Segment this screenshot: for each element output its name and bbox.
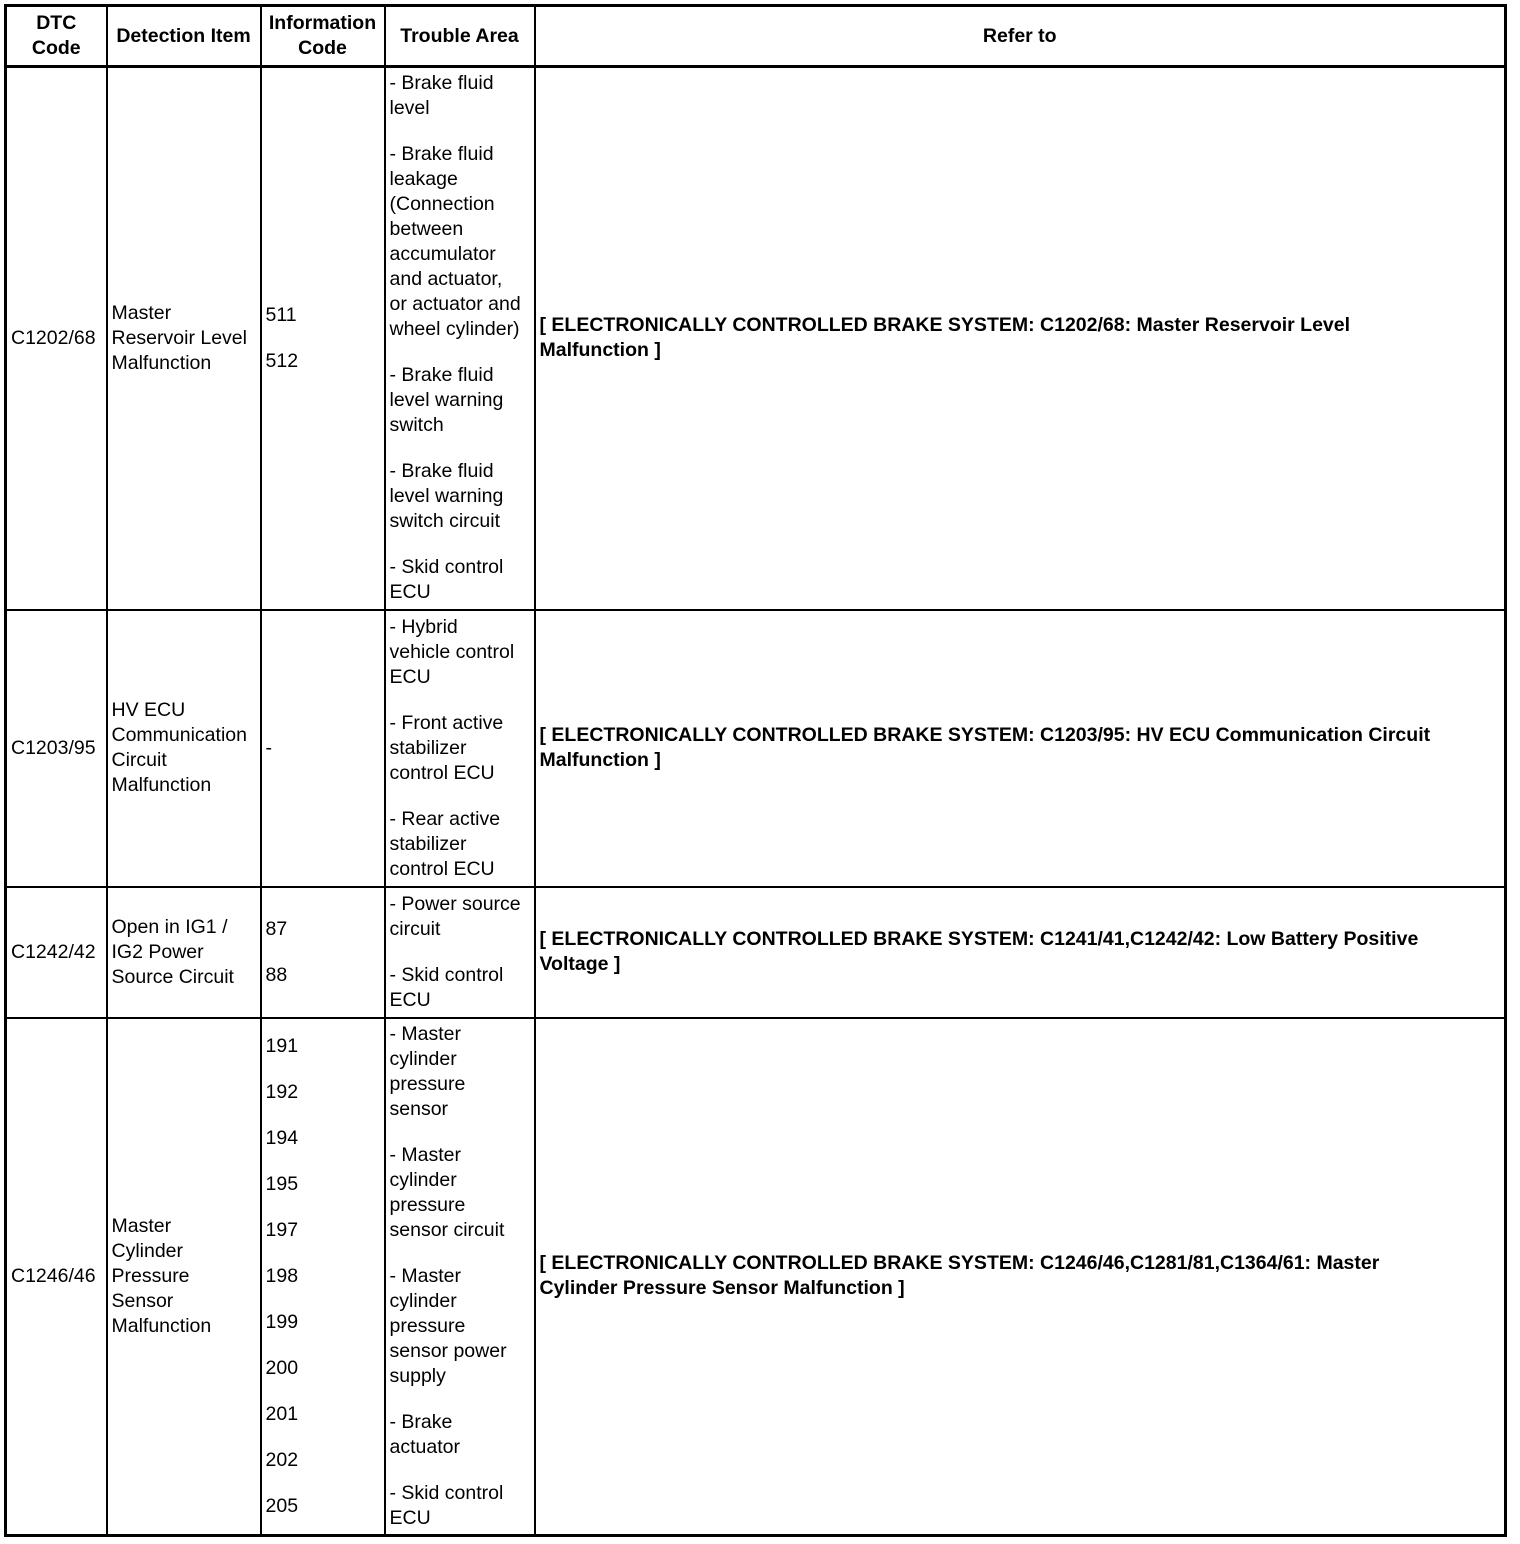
table-row xyxy=(6,67,1506,610)
header-information-code: Information Code xyxy=(261,6,385,67)
information-code: 202 xyxy=(265,1448,299,1471)
information-code-cell xyxy=(261,610,385,887)
trouble-area-cell xyxy=(385,1018,535,1536)
information-code: 191 xyxy=(265,1034,299,1057)
information-code: 192 xyxy=(265,1080,299,1103)
header-detection-item: Detection Item xyxy=(107,6,261,67)
header-trouble-area: Trouble Area xyxy=(385,6,535,67)
trouble-area-item: - Master cylinder pressure sensor xyxy=(389,1022,466,1120)
detection-item-cell: Master Cylinder Pressure Sensor Malfunction xyxy=(107,1018,261,1536)
information-code: 87 xyxy=(265,917,288,940)
information-code: 512 xyxy=(265,349,299,372)
trouble-area-item: - Brake fluid level warning switch xyxy=(389,364,504,437)
table-row xyxy=(6,887,1506,1018)
information-code-cell xyxy=(261,67,385,610)
trouble-area-item: - Brake fluid level xyxy=(389,72,494,120)
trouble-area-item: - Skid control ECU xyxy=(389,1481,504,1529)
trouble-area-item: - Power source circuit xyxy=(389,892,521,940)
table-row xyxy=(6,1018,1506,1536)
trouble-area-item: - Front active stabilizer control ECU xyxy=(389,711,504,784)
refer-to-link[interactable]: [ ELECTRONICALLY CONTROLLED BRAKE SYSTEM: C1202/68: Master Reservoir Level Malfunction ] xyxy=(535,67,1506,610)
information-code: - xyxy=(265,736,272,759)
dtc-code-cell: C1202/68 xyxy=(6,67,107,610)
trouble-area-cell xyxy=(385,67,535,610)
information-code-cell xyxy=(261,1018,385,1536)
information-code: 205 xyxy=(265,1494,299,1517)
refer-to-link[interactable]: [ ELECTRONICALLY CONTROLLED BRAKE SYSTEM: C1241/41,C1242/42: Low Battery Positive Voltage ] xyxy=(535,887,1506,1018)
detection-item-cell: Open in IG1 / IG2 Power Source Circuit xyxy=(107,887,261,1018)
trouble-area-item: - Skid control ECU xyxy=(389,963,504,1011)
information-code: 195 xyxy=(265,1172,299,1195)
refer-to-link[interactable]: [ ELECTRONICALLY CONTROLLED BRAKE SYSTEM: C1246/46,C1281/81,C1364/61: Master Cylinder Pressure Sensor Malfunction ] xyxy=(535,1018,1506,1536)
detection-item-cell: Master Reservoir Level Malfunction xyxy=(107,67,261,610)
information-code: 197 xyxy=(265,1218,299,1241)
information-code: 199 xyxy=(265,1310,299,1333)
dtc-table xyxy=(4,4,1507,1537)
information-code: 201 xyxy=(265,1402,299,1425)
trouble-area-item: - Rear active stabilizer control ECU xyxy=(389,807,501,880)
trouble-area-item: - Skid control ECU xyxy=(389,556,504,604)
information-code: 511 xyxy=(265,303,297,326)
trouble-area-item: - Hybrid vehicle control ECU xyxy=(389,615,515,688)
header-refer-to: Refer to xyxy=(535,6,1506,67)
information-code-cell xyxy=(261,887,385,1018)
dtc-code-cell: C1246/46 xyxy=(6,1018,107,1536)
detection-item-cell: HV ECU Communication Circuit Malfunction xyxy=(107,610,261,887)
dtc-code-cell: C1203/95 xyxy=(6,610,107,887)
information-code: 200 xyxy=(265,1356,299,1379)
dtc-code-cell: C1242/42 xyxy=(6,887,107,1018)
refer-to-link[interactable]: [ ELECTRONICALLY CONTROLLED BRAKE SYSTEM: C1203/95: HV ECU Communication Circuit Malfunction ] xyxy=(535,610,1506,887)
trouble-area-cell xyxy=(385,610,535,887)
trouble-area-item: - Brake actuator xyxy=(389,1410,460,1458)
header-dtc-code: DTC Code xyxy=(6,6,107,67)
trouble-area-cell xyxy=(385,887,535,1018)
trouble-area-item: - Brake fluid level warning switch circuit xyxy=(389,460,504,533)
information-code: 88 xyxy=(265,963,288,986)
information-code: 198 xyxy=(265,1264,299,1287)
table-header-row xyxy=(6,6,1506,67)
trouble-area-item: - Brake fluid leakage (Connection between accumulator and actuator, or actuator and wheel cylinder) xyxy=(389,143,521,341)
trouble-area-item: - Master cylinder pressure sensor power supply xyxy=(389,1264,507,1387)
trouble-area-item: - Master cylinder pressure sensor circuit xyxy=(389,1143,505,1241)
table-row xyxy=(6,610,1506,887)
information-code: 194 xyxy=(265,1126,299,1149)
